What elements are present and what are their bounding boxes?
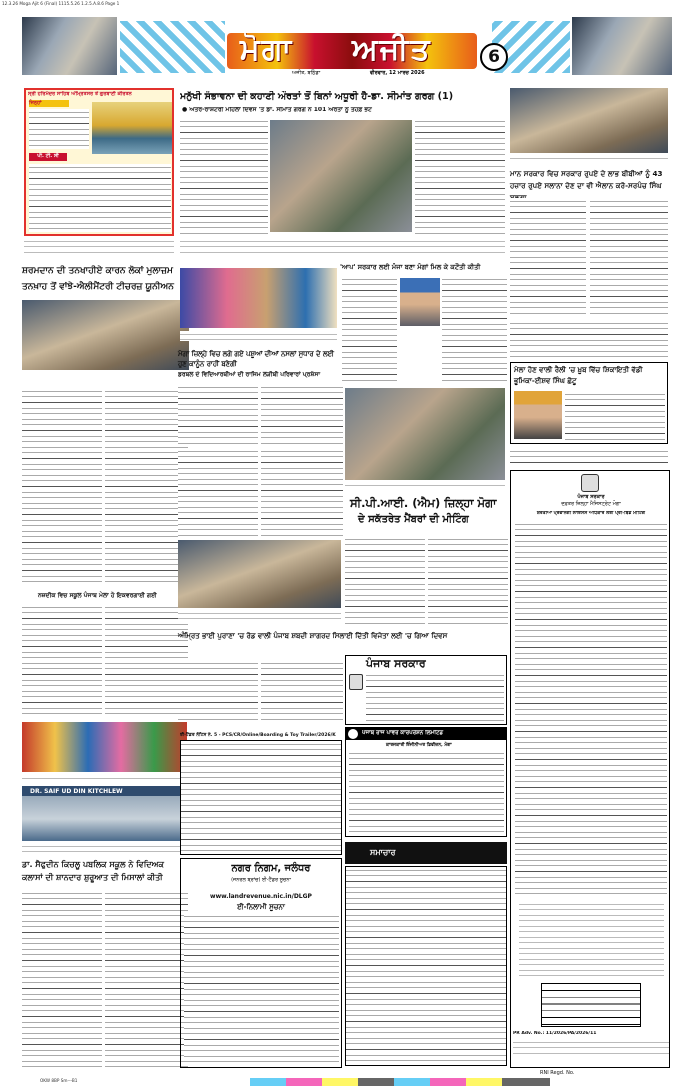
main-headline-sub: ● ਅੰਤਰ-ਰਾਸ਼ਟਰੀ ਮਹਿਲਾ ਦਿਵਸ 'ਤੇ ਡਾ. ਸੀਮਾਂਤ ਗਰਗ ਨੇ 101 ਔਰਤਾਂ ਨੂੰ ਤੋਹਫ਼ੇ ਭੇਟ bbox=[182, 107, 372, 113]
women-day-photo bbox=[270, 120, 412, 232]
right-notice-title: ਸ਼ਰਤੀਆ ਪ੍ਰਵਾਨਗੀ ਲਾਇਸੰਸ ਅਧਿਕਾਰ ਲਈ ਪ੍ਰੀ-ਬਿਡ ਮੀਟਿੰਗ bbox=[536, 511, 646, 516]
masthead-pattern-left bbox=[120, 21, 225, 73]
cpi-col1 bbox=[345, 536, 425, 626]
gas-ad-text: ਸਮਾਚਾਰ bbox=[370, 848, 396, 857]
nagar-nigam-sub: (ਜਨਰਲ ਬ੍ਰਾਂਚ) ਈ-ਟੈਂਡਰ ਸੂਚਨਾ bbox=[231, 877, 291, 883]
left-sports-col1 bbox=[22, 604, 102, 719]
kids-photo-caption bbox=[22, 775, 187, 781]
main-article-col1 bbox=[180, 118, 268, 236]
dr-school-headline: ਡਾ. ਸੈਫੁਦੀਨ ਕਿਚਲੂ ਪਬਲਿਕ ਸਕੂਲ ਨੇ ਵਿਦਿਅਕ ਕਲਾਸਾਂ ਦੀ ਸ਼ਾਨਦਾਰ ਸ਼ੁਰੂਆਤ ਦੀ ਮਿਸਾਲਾਂ ਕੀਤੀ bbox=[22, 860, 164, 882]
main-article-caption bbox=[180, 238, 505, 255]
pspcl-header: ਪੰਜਾਬ ਰਾਜ ਪਾਵਰ ਕਾਰਪੋਰੇਸ਼ਨ ਲਿਮਟਿਡ bbox=[362, 730, 444, 736]
right-notice-list bbox=[519, 901, 664, 981]
gurbani-box-text2 bbox=[29, 164, 171, 232]
youth-headline: ਮੇਲਾ ਹੋਣ ਵਾਲੀ ਰੈਲੀ 'ਚ ਖ਼ੂਬ ਵਿੱਚ ਸ਼ਿਕਾਇਤੀ ਵੱਡੀ ਭੂਮਿਕਾ-ਈਸ਼ਵ ਸਿੰਘ ਛੋਟੂ bbox=[514, 366, 643, 385]
masthead-photo-right bbox=[572, 17, 672, 75]
pr-adv: PR Adv. No.: 11/2026/PA/2026/11 bbox=[513, 1031, 597, 1036]
tender-line: ਈ-ਟੈਂਡਰ ਨੋਟਿਸ ਨੰ. 5 - PCS/CR/Online/Boarding & Toy Trailer/2026/K bbox=[180, 733, 336, 738]
school-photo-caption bbox=[22, 843, 187, 855]
kids-costume-photo bbox=[22, 722, 187, 772]
page-number-badge: 6 bbox=[480, 43, 508, 71]
aap-col2 bbox=[590, 198, 668, 316]
ludhiana-col2 bbox=[261, 660, 343, 722]
aap-col1 bbox=[510, 198, 586, 316]
right-notice-header: ਪੰਜਾਬ ਸਰਕਾਰ bbox=[577, 494, 605, 500]
gurbani-box-label2: ਪੀ. ਟੀ. ਸੀ bbox=[29, 153, 67, 161]
mela-sub: ਡਰਬਲ ਦੇ ਵਿਦਿਆਰਥੀਆਂ ਦੀ ਰਾਜਿਮ ਲੜੀਬੀ ਪਰਿਵਾਰਾਂ ਪ੍ਰਸ਼ੰਸਾ bbox=[178, 371, 321, 378]
cpi-headline: ਸੀ.ਪੀ.ਆਈ. (ਐਮ) ਜ਼ਿਲ੍ਹਾ ਮੋਗਾ bbox=[350, 496, 497, 510]
cpi-col2 bbox=[428, 536, 508, 626]
nagar-nigam-text bbox=[184, 913, 339, 1063]
cpi-caption bbox=[345, 482, 505, 490]
gurbani-box-text1 bbox=[29, 109, 89, 149]
shramdan-col2 bbox=[105, 388, 188, 586]
left-sports-col2 bbox=[105, 604, 188, 719]
top-info-bar: 12.3.26 Moga Ajit 6 (Final) 1115.5.26 1.2.5.A.8.6 Page 1 bbox=[2, 1, 120, 6]
mela-headline: ਮੋਗਾ ਜ਼ਿਲ੍ਹੇ ਵਿਚ ਲਗੇ ਗਏ ਪਸ਼ੂਆਂ ਦੀਆਂ ਨਸਲਾਂ ਸੁਧਾਰ ਦੇ ਲਈ ਹੁਣ ਕਾਨੂੰਨ ਰਾਹੀਂ ਬਣੇਗੀ bbox=[178, 350, 334, 368]
pspcl-logo-icon bbox=[348, 729, 358, 739]
masthead-subtitle: ਅਜੀਤ, ਬਠਿੰਡਾ bbox=[292, 70, 321, 76]
group-photo-top-right bbox=[510, 88, 668, 153]
right-government-notice bbox=[510, 470, 670, 1068]
punjab-sarkar-ad bbox=[345, 655, 507, 725]
masthead bbox=[22, 9, 672, 79]
right-notice-body bbox=[515, 521, 667, 896]
aap-mid-col2 bbox=[442, 276, 507, 384]
nagar-nigam-web: www.landrevenue.nic.in/DLGP bbox=[210, 893, 312, 900]
main-headline: ਮਨੁੱਖੀ ਸੰਭਾਵਨਾ ਦੀ ਕਹਾਣੀ ਔਰਤਾਂ ਤੋਂ ਬਿਨਾਂ ਅਧੂਰੀ ਹੈ-ਡਾ. ਸੀਮਾਂਤ ਗਰਗ (1) bbox=[180, 91, 454, 102]
shramdan-col1 bbox=[22, 388, 102, 586]
rni-line: RNI Regd. No. bbox=[540, 1070, 575, 1076]
masthead-title-left: ਮੋਗਾ bbox=[240, 32, 294, 67]
tender-table bbox=[180, 740, 342, 855]
nagar-nigam-title: ਨਗਰ ਨਿਗਮ, ਜਲੰਧਰ bbox=[231, 863, 311, 874]
punjab-sarkar-title: ਪੰਜਾਬ ਸਰਕਾਰ bbox=[366, 657, 426, 670]
color-registration-bar bbox=[250, 1078, 550, 1086]
group-photo-caption bbox=[510, 155, 668, 163]
right-emblem-icon bbox=[581, 474, 599, 492]
protest-photo bbox=[178, 540, 341, 608]
aap-headline: ਮਾਨ ਸਰਕਾਰ ਵਿਚ ਸਰਕਾਰ ਰੁਪਏ ਦੇ ਲਾਭ ਬੀਬੀਆਂ ਨੂੰ 43 ਹਜ਼ਾਰ ਰੁਪਏ ਸਲਾਨਾ ਦੇਣ ਦਾ ਵੀ ਐਲਾਨ ਕਰੋ-ਸਰਪੰਚ ਸਿੰਘ bbox=[510, 169, 663, 190]
colour-bar-text: OKW 8BP Sm---B1 bbox=[40, 1078, 78, 1083]
right-notice-table bbox=[541, 983, 641, 1027]
golden-temple-photo bbox=[92, 102, 172, 154]
nagar-nigam-notice: ਈ-ਨਿਲਾਮੀ ਸੂਚਨਾ bbox=[237, 903, 285, 911]
youth-text bbox=[565, 391, 665, 441]
right-center-notice bbox=[345, 866, 507, 1066]
man-portrait bbox=[400, 278, 440, 326]
dr-school-col2 bbox=[105, 890, 188, 1068]
mela-col2 bbox=[261, 384, 343, 444]
aap-mid-col1 bbox=[342, 276, 397, 384]
ludhiana-col1 bbox=[178, 660, 258, 722]
youth-box bbox=[510, 362, 668, 444]
left-sports-headline: ਨਜ਼ਦੀਕ ਵਿਚ ਸਕੂਲ ਪੰਜਾਬ ਮੇਲਾ ਹੋ ਇਕਵਰਗਾਈ ਗਈ bbox=[38, 592, 157, 599]
teachers-union-caption bbox=[22, 372, 189, 384]
teachers-union-photo bbox=[22, 300, 189, 370]
gurbani-box bbox=[24, 88, 174, 236]
main-article-col2 bbox=[415, 118, 505, 236]
dr-school-col1 bbox=[22, 890, 102, 1068]
mela-col1 bbox=[178, 384, 258, 444]
nagar-nigam-ad bbox=[180, 858, 342, 1068]
masthead-photo-left bbox=[22, 17, 117, 75]
pspcl-text bbox=[349, 750, 504, 834]
ludhiana-headline: ਅੰਮ੍ਰਿਤ ਭਾਈ ਪੁਰਾਣਾ 'ਚ ਰੋਡ ਵਾਲੀ ਪੰਜਾਬ ਸ਼ਬਦੀ ਸ਼ਾਗਰਦ ਸਿਲਾਈ ਦਿੱਤੀ ਵਿਜੇਤਾ ਲਈ 'ਚ ਗਿਆ ਦਿਵਸ bbox=[178, 632, 448, 640]
protest-caption bbox=[178, 610, 341, 620]
school-banner-text: DR. SAIF UD DIN KITCHLEW bbox=[30, 788, 123, 795]
center-col-a bbox=[178, 448, 258, 538]
left-list-block bbox=[24, 238, 174, 256]
right-notice-footer bbox=[513, 1039, 669, 1057]
students-photo bbox=[180, 268, 337, 328]
punjab-sarkar-text bbox=[366, 672, 504, 722]
aap-col3 bbox=[510, 320, 668, 360]
masthead-date: ਵੀਰਵਾਰ, 12 ਮਾਰਚ 2026 bbox=[370, 70, 425, 76]
aap-mid-headline: 'ਆਪ' ਸਰਕਾਰ ਲਈ ਮੰਜਾ ਬਣਾ ਮੰਗਾਂ ਮਿਲ ਕੇ ਕਟੌਤੀ ਕੀਤੀ bbox=[340, 263, 481, 271]
students-caption bbox=[180, 331, 337, 341]
right-under-youth bbox=[510, 448, 668, 466]
gurbani-box-label1: ਜਿਨ੍ਹਾਂ bbox=[29, 100, 69, 107]
pspcl-ad bbox=[345, 727, 507, 837]
shramdan-headline: ਸ਼ਰਮਦਾਨ ਦੀ ਤਨਖਾਹੀਏ ਕਾਰਨ ਲੋਕਾਂ ਮੁਲਾਜ਼ਮ ਤਨਖ਼ਾਹ ਤੋਂ ਵਾਂਝੇ-ਐਲੀਮੈਂਟਰੀ ਟੀਚਰਜ਼ ਯੂਨੀਅਨ bbox=[22, 266, 174, 292]
center-col-b bbox=[261, 448, 343, 538]
gurbani-box-header: ਸ੍ਰੀ ਹਰਿਮੰਦਰ ਸਾਹਿਬ ਅੰਮ੍ਰਿਤਸਰ ਤੋਂ ਗੁਰਬਾਣੀ ਕੀਰਤਨ bbox=[28, 91, 132, 97]
cpi-sub: ਦੇ ਸਕੱਤਰੇਤ ਮੈਂਬਰਾਂ ਦੀ ਮੀਟਿੰਗ bbox=[358, 514, 469, 525]
youth-portrait bbox=[514, 391, 562, 439]
pspcl-sub: ਕਾਰਜਕਾਰੀ ਇੰਜੀਨੀਅਰ ਡਿਵੀਜ਼ਨ, ਮੋਗਾ bbox=[386, 743, 452, 748]
punjab-emblem-icon bbox=[349, 674, 363, 690]
masthead-title-right: ਅਜੀਤ bbox=[352, 32, 432, 67]
right-notice-sub: ਦਫ਼ਤਰ ਜ਼ਿਲ੍ਹਾ ਮੈਜਿਸਟ੍ਰੇਟ ਮੋਗਾ bbox=[561, 501, 621, 507]
cpi-meeting-photo bbox=[345, 388, 505, 480]
